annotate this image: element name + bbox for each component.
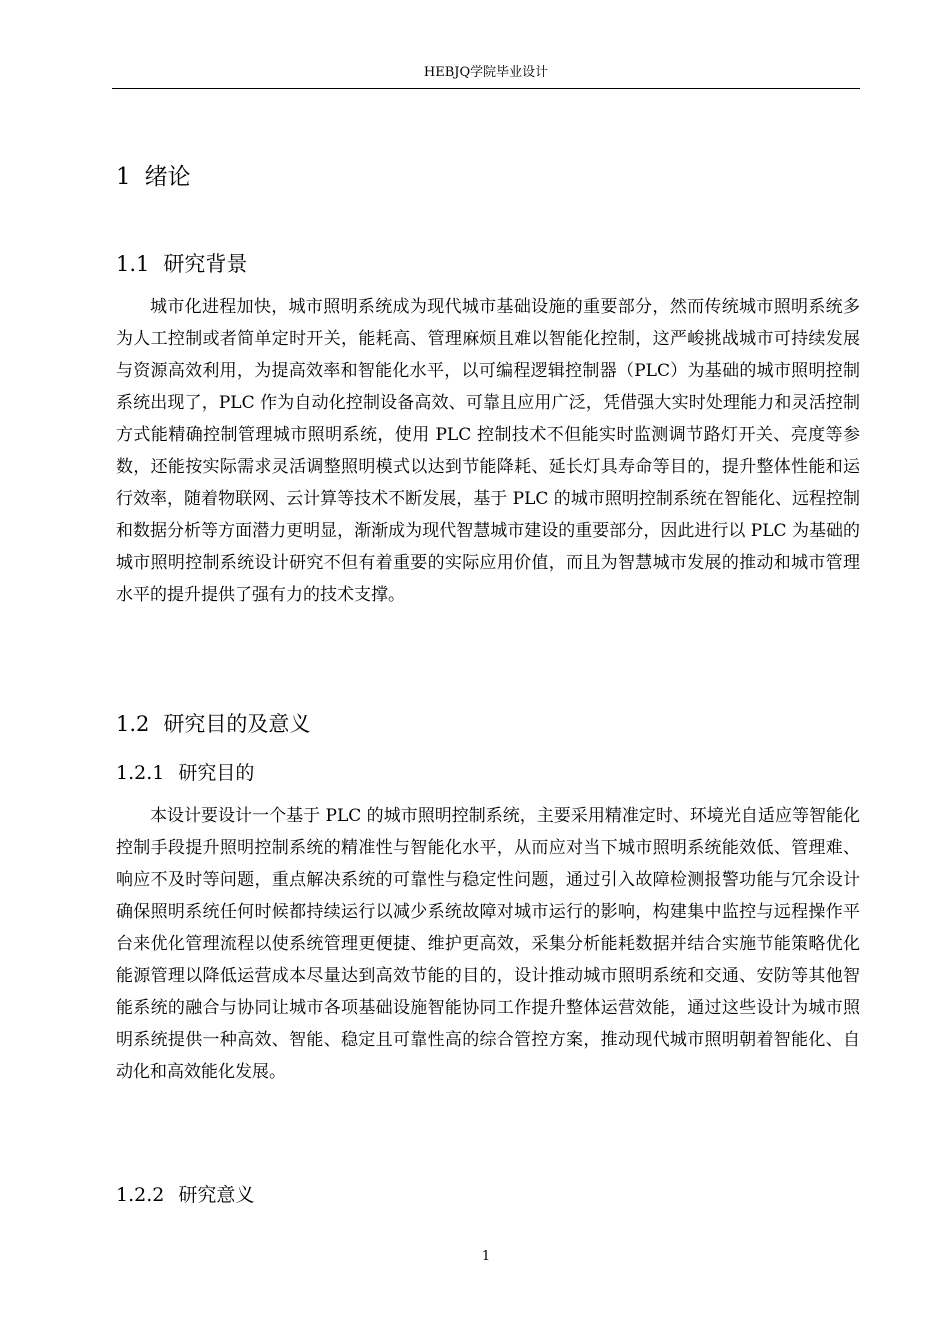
section-title-purpose-significance	[116, 708, 310, 740]
header-divider	[112, 88, 860, 89]
page-number: 1	[481, 1249, 491, 1264]
chapter-title-text: 绪论	[144, 164, 191, 190]
chapter-title	[116, 160, 191, 194]
section-number: 1.1	[116, 252, 150, 276]
paragraph-purpose: 本设计要设计一个基于 PLC 的城市照明控制系统，主要采用精准定时、环境光自适应等智能化控制手段提升照明控制系统的精准性与智能化水平，从而应对当下城市照明系统能效低、管理难、响应不及时等问题，重点解决系统的可靠性与稳定性问题，通过引入故障检测报警功能与冗余设计确保照明系统任何时候都持续运行以减少系统故障对城市运行的影响，构建集中监控与远程操作平台来优化管理流程以使系统管理更便捷、维护更高效，采集分析能耗数据并结合实施节能策略优化能源管理以降低运营成本尽量达到高效节能的目的，设计推动城市照明系统和交通、安防等其他智能系统的融合与协同让城市各项基础设施智能协同工作提升整体运营效能，通过这些设计为城市照明系统提供一种高效、智能、稳定且可靠性高的综合管控方案，推动现代城市照明朝着智能化、自动化和高效能化发展。	[116, 806, 860, 1082]
subsection-number: 1.2.2	[116, 1184, 165, 1206]
paragraph-background: 城市化进程加快，城市照明系统成为现代城市基础设施的重要部分，然而传统城市照明系统多为人工控制或者简单定时开关，能耗高、管理麻烦且难以智能化控制，这严峻挑战城市可持续发展与资源高效利用，为提高效率和智能化水平，以可编程逻辑控制器（PLC）为基础的城市照明控制系统出现了，PLC 作为自动化控制设备高效、可靠且应用广泛，凭借强大实时处理能力和灵活控制方式能精确控制管理城市照明系统，使用 PLC 控制技术不但能实时监测调节路灯开关、亮度等参数，还能按实际需求灵活调整照明模式以达到节能降耗、延长灯具寿命等目的，提升整体性能和运行效率，随着物联网、云计算等技术不断发展，基于 PLC 的城市照明控制系统在智能化、远程控制和数据分析等方面潜力更明显，渐渐成为现代智慧城市建设的重要部分，因此进行以 PLC 为基础的城市照明控制系统设计研究不但有着重要的实际应用价值，而且为智慧城市发展的推动和城市管理水平的提升提供了强有力的技术支撑。	[116, 297, 860, 605]
section-title-text: 研究背景	[163, 252, 248, 276]
section-title-text: 研究目的及意义	[163, 712, 311, 736]
subsection-title-significance	[116, 1180, 254, 1210]
subsection-title-purpose	[116, 758, 254, 788]
chapter-number: 1	[116, 164, 131, 190]
subsection-title-text: 研究意义	[178, 1184, 255, 1206]
subsection-number: 1.2.1	[116, 762, 165, 784]
section-title-background	[116, 248, 247, 280]
subsection-title-text: 研究目的	[178, 762, 255, 784]
section-number: 1.2	[116, 712, 150, 736]
page-header: HEBJQ学院毕业设计	[423, 65, 549, 80]
